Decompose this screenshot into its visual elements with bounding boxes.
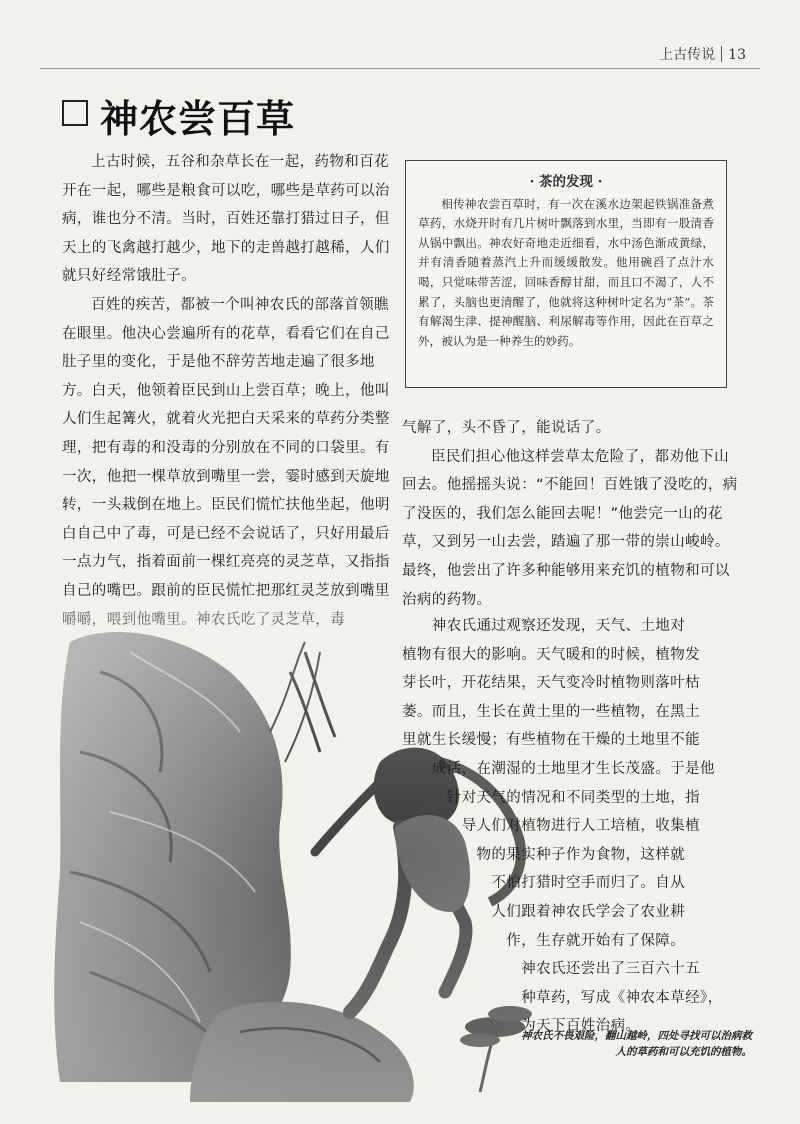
paragraph: 上古时候，五谷和杂草长在一起，药物和百花开在一起，哪些是粮食可以吃，哪些是草药可以治病，谁也分不清。当时，百姓还靠打猎过日子，但天上的飞禽越打越少，地下的走兽越打越稀，人们就只好经常饿肚子。	[62, 154, 390, 285]
wrapped-text-block	[402, 612, 742, 1041]
text-line: 里就生长缓慢；有些植物在干燥的土地里不能	[402, 732, 700, 749]
text-line: 种草药，写成《神农本草经》，	[402, 989, 723, 1006]
text-line: 为天下百姓治病。	[402, 1018, 641, 1035]
text-line: 萎。而且，生长在黄土里的一些植物，在黑土	[402, 703, 700, 720]
paragraph: 臣民们担心他这样尝草太危险了，都劝他下山回去。他摇摇头说：“不能回！百姓饿了没吃的，病了没医的，我们怎么能回去呢！”他尝完一山的花草，又到另一山去尝，踏遍了那一带的崇山峻岭。最终，他尝出了许多种能够用来充饥的植物和可以治病的药物。	[402, 448, 738, 608]
text-line: 不怕打猎时空手而归了。自从	[402, 875, 686, 892]
page-number: 13	[728, 47, 746, 63]
header-rule	[40, 68, 760, 69]
text-line: 芽长叶，开花结果，天气变冷时植物则落叶枯	[402, 675, 700, 692]
sidebar-title: · 茶的发现 ·	[529, 174, 603, 190]
running-head	[659, 44, 746, 64]
text-line: 针对天气的情况和不同类型的土地，指	[402, 789, 700, 806]
paragraph: 气解了，头不昏了，能说话了。	[402, 420, 611, 436]
page-title: 神农尝百草	[100, 96, 296, 141]
text-line: 成活，在潮湿的土地里才生长茂盛。于是他	[402, 760, 715, 777]
text-line: 人们跟着神农氏学会了农业耕	[402, 903, 686, 920]
illustration-caption: 神农氏不畏艰险，翻山越岭，四处寻找可以治病救人的草药和可以充饥的植物。	[521, 1030, 752, 1058]
text-line: 神农氏还尝出了三百六十五	[402, 961, 700, 978]
right-column	[402, 414, 740, 614]
text-line: 神农氏通过观察还发现，天气、土地对	[402, 618, 686, 634]
text-line: 植物有很大的影响。天气暖和的时候，植物发	[402, 646, 700, 663]
title-square-icon	[62, 100, 88, 126]
text-line: 物的果实种子作为食物，这样就	[402, 846, 686, 863]
paragraph: 百姓的疾苦，都被一个叫神农氏的部落首领瞧在眼里。他决心尝遍所有的花草，看看它们在自己肚子里的变化，于是他不辞劳苦地走遍了很多地方。白天，他领着臣民到山上尝百草；晚上，他叫人们生起篝火，就着火光把白天采来的草药分类整理，把有毒的和没毒的分别放在不同的口袋里。有一次，他把一棵草放到嘴里一尝，霎时感到天旋地转，一头栽倒在地上。臣民们慌忙扶他坐起，他明白自己中了毒，可是已经不会说话了，只好用最后一点力气，指着面前一棵红亮亮的灵芝草，又指指自己的嘴巴。跟前的臣民慌忙把那红灵芝放到嘴里嚼嚼，喂到他嘴里。神农氏吃了灵芝草，毒	[62, 296, 390, 628]
text-line: 导人们对植物进行人工培植，收集植	[402, 818, 700, 835]
running-head-section: 上古传说	[659, 47, 716, 63]
text-line: 作，生存就开始有了保障。	[402, 932, 686, 949]
left-column	[62, 148, 392, 634]
sidebar-body: 相传神农尝百草时，有一次在溪水边架起铁锅准备煮草药，水烧开时有几片树叶飘落到水里，当即有一股清香从锅中飘出。神农好奇地走近细看，水中汤色渐成黄绿，并有清香随着蒸汽上升而缓缓散发。他用碗舀了点汁水喝，只觉味带苦涩，回味香醇甘甜，而且口不渴了，人不累了，头脑也更清醒了，他就将这种树叶定名为“茶”。茶有解渴生津、提神醒脑、利尿解毒等作用，因此在百草之外，被认为是一种养生的妙药。	[418, 196, 714, 348]
tea-sidebar-box	[405, 160, 727, 388]
running-head-divider	[721, 46, 722, 62]
